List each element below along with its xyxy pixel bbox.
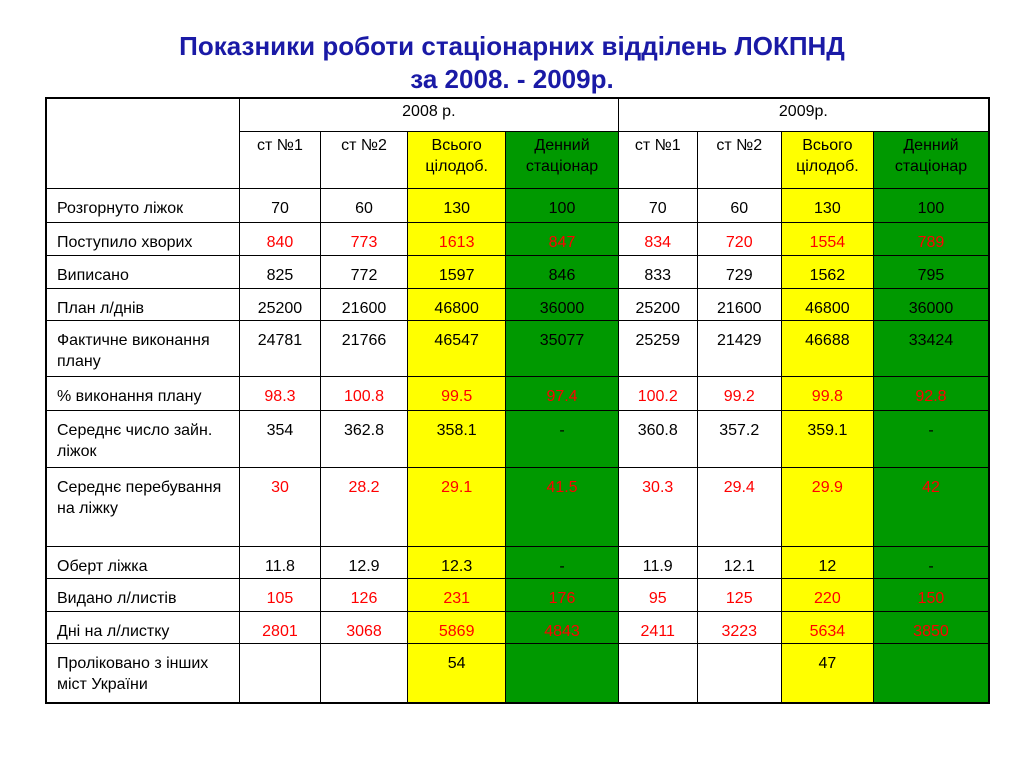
value-cell: 2801 xyxy=(239,611,320,643)
value-cell: 833 xyxy=(618,255,697,288)
value-cell: 95 xyxy=(618,578,697,611)
value-cell: 12.9 xyxy=(320,546,407,578)
table-row xyxy=(46,188,989,222)
subheader-cell: ст №2 xyxy=(320,131,407,188)
row-label: Фактичне виконання плану xyxy=(46,320,239,376)
value-cell: 46547 xyxy=(408,320,506,376)
value-cell xyxy=(873,643,989,703)
year-header-2008: 2008 р. xyxy=(239,98,618,131)
corner-cell xyxy=(46,98,239,188)
value-cell xyxy=(239,643,320,703)
value-cell: 46688 xyxy=(781,320,873,376)
value-cell: 357.2 xyxy=(697,410,781,467)
value-cell: 100 xyxy=(506,188,618,222)
value-cell: 130 xyxy=(408,188,506,222)
value-cell: 100 xyxy=(873,188,989,222)
value-cell: 33424 xyxy=(873,320,989,376)
table-row xyxy=(46,611,989,643)
value-cell: 36000 xyxy=(506,288,618,320)
value-cell: 42 xyxy=(873,467,989,546)
value-cell: 720 xyxy=(697,222,781,255)
value-cell: 35077 xyxy=(506,320,618,376)
value-cell: 92.8 xyxy=(873,376,989,410)
value-cell: 11.8 xyxy=(239,546,320,578)
value-cell: 30 xyxy=(239,467,320,546)
value-cell: 729 xyxy=(697,255,781,288)
value-cell: 130 xyxy=(781,188,873,222)
title-line-1: Показники роботи стаціонарних відділень ЛОКПНД xyxy=(179,31,845,61)
value-cell: 98.3 xyxy=(239,376,320,410)
subheader-cell: Денний стаціонар xyxy=(873,131,989,188)
value-cell: 5869 xyxy=(408,611,506,643)
value-cell: 46800 xyxy=(781,288,873,320)
value-cell: 70 xyxy=(618,188,697,222)
value-cell: - xyxy=(506,410,618,467)
value-cell: 21766 xyxy=(320,320,407,376)
value-cell: 825 xyxy=(239,255,320,288)
value-cell: 231 xyxy=(408,578,506,611)
value-cell: 3223 xyxy=(697,611,781,643)
value-cell: - xyxy=(873,546,989,578)
row-label: Середнє перебування на ліжку xyxy=(46,467,239,546)
value-cell: 36000 xyxy=(873,288,989,320)
value-cell: 126 xyxy=(320,578,407,611)
table-row xyxy=(46,320,989,376)
value-cell: 21600 xyxy=(320,288,407,320)
value-cell: 2411 xyxy=(618,611,697,643)
value-cell: 12 xyxy=(781,546,873,578)
value-cell: 4843 xyxy=(506,611,618,643)
table-row xyxy=(46,410,989,467)
table-row xyxy=(46,467,989,546)
table-row xyxy=(46,376,989,410)
value-cell: 97.4 xyxy=(506,376,618,410)
subheader-cell: ст №1 xyxy=(239,131,320,188)
value-cell: 100.2 xyxy=(618,376,697,410)
value-cell: 21429 xyxy=(697,320,781,376)
value-cell: 11.9 xyxy=(618,546,697,578)
value-cell: 846 xyxy=(506,255,618,288)
value-cell: 360.8 xyxy=(618,410,697,467)
subheader-cell: Всього цілодоб. xyxy=(781,131,873,188)
value-cell: 29.1 xyxy=(408,467,506,546)
row-label: Розгорнуто ліжок xyxy=(46,188,239,222)
value-cell xyxy=(506,643,618,703)
value-cell: 99.8 xyxy=(781,376,873,410)
subheader-cell: Денний стаціонар xyxy=(506,131,618,188)
value-cell: 773 xyxy=(320,222,407,255)
value-cell: 834 xyxy=(618,222,697,255)
year-header-2009: 2009р. xyxy=(618,98,989,131)
row-label: План л/днів xyxy=(46,288,239,320)
value-cell: 847 xyxy=(506,222,618,255)
table-row xyxy=(46,255,989,288)
value-cell xyxy=(697,643,781,703)
value-cell: 105 xyxy=(239,578,320,611)
row-label: Поступило хворих xyxy=(46,222,239,255)
table-row xyxy=(46,643,989,703)
row-label: Дні на л/листку xyxy=(46,611,239,643)
value-cell: 12.1 xyxy=(697,546,781,578)
value-cell: 99.2 xyxy=(697,376,781,410)
table-row xyxy=(46,578,989,611)
subheader-cell: Всього цілодоб. xyxy=(408,131,506,188)
value-cell: 358.1 xyxy=(408,410,506,467)
value-cell: 70 xyxy=(239,188,320,222)
value-cell: 840 xyxy=(239,222,320,255)
value-cell: 150 xyxy=(873,578,989,611)
table-row xyxy=(46,222,989,255)
value-cell: 362.8 xyxy=(320,410,407,467)
value-cell: 359.1 xyxy=(781,410,873,467)
value-cell: 354 xyxy=(239,410,320,467)
row-label: Видано л/листів xyxy=(46,578,239,611)
value-cell: 21600 xyxy=(697,288,781,320)
row-label: Виписано xyxy=(46,255,239,288)
value-cell: 25200 xyxy=(239,288,320,320)
value-cell: 29.9 xyxy=(781,467,873,546)
row-label: % виконання плану xyxy=(46,376,239,410)
value-cell: - xyxy=(506,546,618,578)
value-cell: 100.8 xyxy=(320,376,407,410)
year-header-row xyxy=(46,98,989,131)
row-label: Проліковано з інших міст України xyxy=(46,643,239,703)
value-cell: 789 xyxy=(873,222,989,255)
value-cell: 25259 xyxy=(618,320,697,376)
value-cell: 47 xyxy=(781,643,873,703)
value-cell xyxy=(320,643,407,703)
subheader-cell: ст №2 xyxy=(697,131,781,188)
value-cell: 1554 xyxy=(781,222,873,255)
value-cell: 5634 xyxy=(781,611,873,643)
value-cell: 28.2 xyxy=(320,467,407,546)
value-cell: 1597 xyxy=(408,255,506,288)
value-cell: 772 xyxy=(320,255,407,288)
value-cell: 1613 xyxy=(408,222,506,255)
value-cell: 3850 xyxy=(873,611,989,643)
statistics-table xyxy=(45,97,990,704)
row-label: Середнє число зайн. ліжок xyxy=(46,410,239,467)
value-cell: 125 xyxy=(697,578,781,611)
value-cell: 46800 xyxy=(408,288,506,320)
value-cell: 12.3 xyxy=(408,546,506,578)
value-cell: 29.4 xyxy=(697,467,781,546)
table-row xyxy=(46,546,989,578)
value-cell: 1562 xyxy=(781,255,873,288)
value-cell: 30.3 xyxy=(618,467,697,546)
page-title xyxy=(0,30,1024,96)
subheader-cell: ст №1 xyxy=(618,131,697,188)
value-cell: 99.5 xyxy=(408,376,506,410)
value-cell: 54 xyxy=(408,643,506,703)
table-row xyxy=(46,288,989,320)
value-cell: 60 xyxy=(320,188,407,222)
value-cell: - xyxy=(873,410,989,467)
value-cell: 60 xyxy=(697,188,781,222)
value-cell: 24781 xyxy=(239,320,320,376)
value-cell: 220 xyxy=(781,578,873,611)
value-cell: 795 xyxy=(873,255,989,288)
value-cell: 176 xyxy=(506,578,618,611)
title-line-2: за 2008. - 2009р. xyxy=(410,64,614,94)
value-cell: 25200 xyxy=(618,288,697,320)
value-cell: 41.5 xyxy=(506,467,618,546)
value-cell: 3068 xyxy=(320,611,407,643)
value-cell xyxy=(618,643,697,703)
row-label: Оберт ліжка xyxy=(46,546,239,578)
